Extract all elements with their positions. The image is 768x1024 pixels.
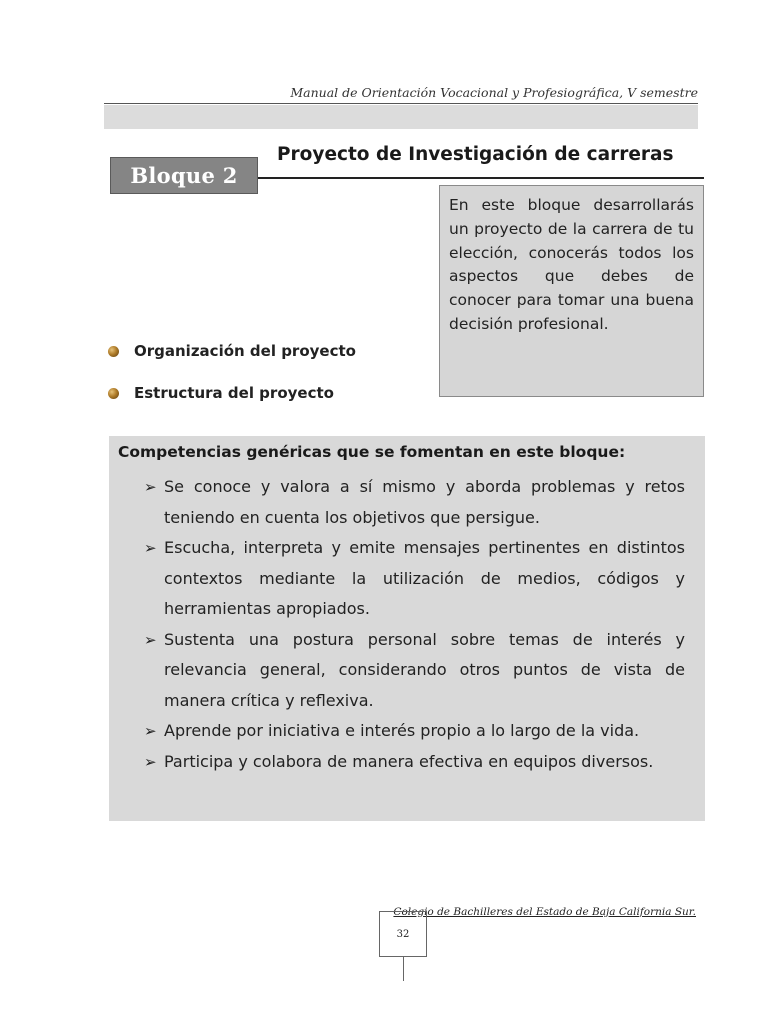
- topic-label: Organización del proyecto: [134, 342, 356, 360]
- arrow-bullet-icon: ➢: [144, 539, 157, 557]
- competencias-title: Competencias genéricas que se fomentan en este bloque:: [118, 443, 626, 461]
- competencia-text: Participa y colabora de manera efectiva en equipos diversos.: [164, 751, 654, 771]
- arrow-bullet-icon: ➢: [144, 478, 157, 496]
- competencia-item: [118, 533, 685, 625]
- bloque-title: Proyecto de Investigación de carreras: [277, 144, 674, 165]
- arrow-bullet-icon: ➢: [144, 630, 157, 649]
- header-band: [104, 105, 698, 129]
- topic-item: [108, 330, 356, 372]
- arrow-bullet-icon: ➢: [144, 752, 157, 771]
- header-rule: [104, 103, 698, 104]
- title-rule: [258, 177, 704, 179]
- bullet-icon: [108, 346, 119, 357]
- competencia-item: [118, 716, 685, 747]
- competencia-text: Escucha, interpreta y emite mensajes pertinentes en distintos contextos mediante la utilización de medios, códigos y herramientas apropiados.: [164, 538, 685, 618]
- competencia-item: [118, 625, 685, 717]
- competencia-item: [118, 472, 685, 533]
- footer-institution: Colegio de Bachilleres del Estado de Baja California Sur.: [393, 906, 696, 918]
- running-header: Manual de Orientación Vocacional y Profesiográfica, V semestre: [290, 85, 698, 100]
- arrow-bullet-icon: ➢: [144, 722, 157, 740]
- intro-text: En este bloque desarrollarás un proyecto de la carrera de tu elección, conocerás todos los aspectos que debes de conocer para tomar una buena decisión profesional.: [449, 196, 694, 333]
- bloque-label: Bloque 2: [110, 157, 258, 194]
- competencia-text: Se conoce y valora a sí mismo y aborda problemas y retos teniendo en cuenta los objetivos que persigue.: [164, 477, 685, 527]
- topic-item: [108, 372, 356, 414]
- page-number: 32: [379, 911, 427, 957]
- topic-label: Estructura del proyecto: [134, 384, 334, 402]
- intro-box: [439, 185, 704, 397]
- competencia-item: [118, 747, 685, 778]
- competencias-box: [109, 436, 705, 821]
- page-number-stem: [403, 957, 404, 981]
- competencia-text: Sustenta una postura personal sobre temas de interés y relevancia general, considerando otros puntos de vista de manera crítica y reflexiva.: [164, 629, 685, 710]
- bullet-icon: [108, 388, 119, 399]
- topic-list: [108, 330, 356, 414]
- competencia-text: Aprende por iniciativa e interés propio a lo largo de la vida.: [164, 721, 640, 740]
- competencias-list: [118, 472, 685, 777]
